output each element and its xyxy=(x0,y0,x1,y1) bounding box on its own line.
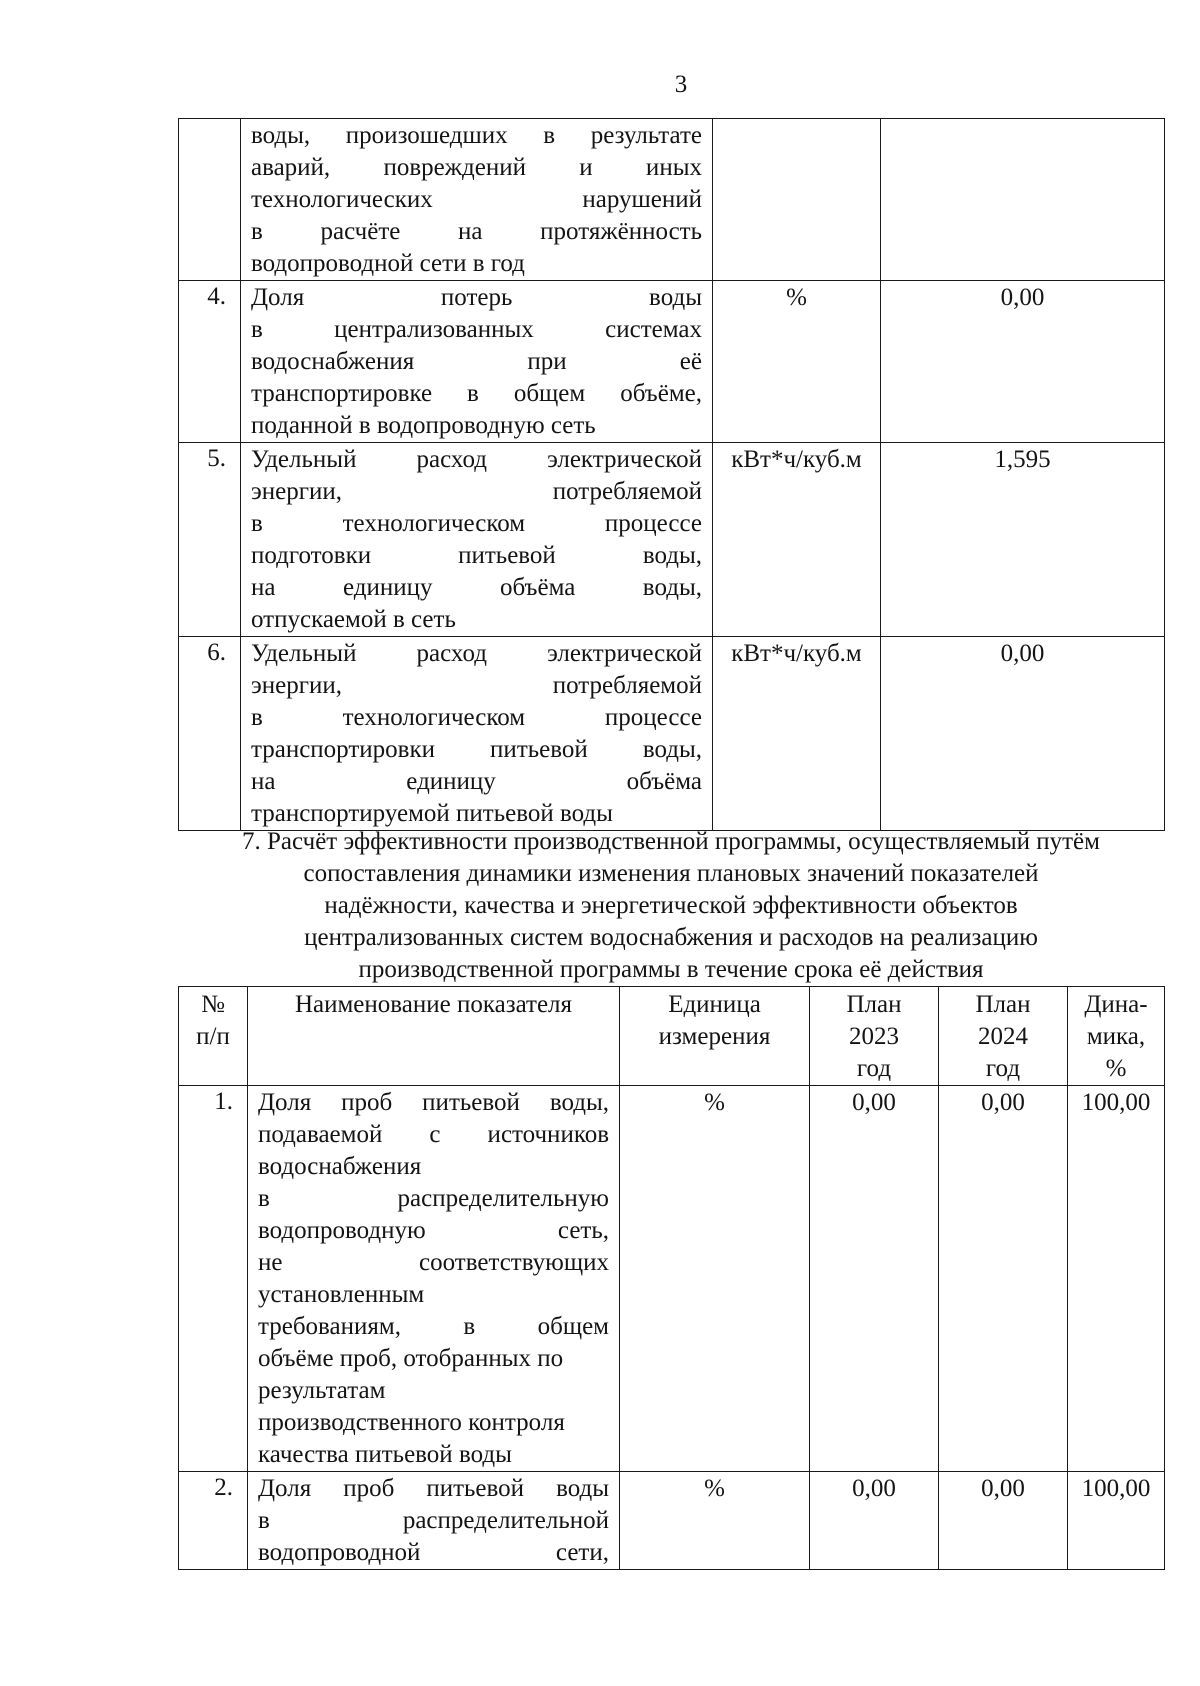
indicator-name-line: в распределительной xyxy=(258,1507,609,1534)
indicator-name-line: на единицу объёма xyxy=(251,768,702,795)
indicator-name-line: водопроводную сеть, xyxy=(258,1217,609,1244)
unit-cell: % xyxy=(620,1086,810,1472)
header-unit xyxy=(620,987,810,1086)
indicator-name-line: энергии, потребляемой xyxy=(251,672,702,699)
unit-cell: кВт*ч/куб.м xyxy=(713,637,881,831)
header-line: год xyxy=(985,1055,1021,1082)
indicator-name-line: в распределительную xyxy=(258,1185,609,1212)
indicator-name-line: в технологическом процессе xyxy=(251,704,702,731)
row-number: 2. xyxy=(179,1472,248,1570)
header-line: 2023 xyxy=(849,1023,899,1050)
indicator-name-line: не соответствующих xyxy=(258,1249,609,1276)
page-number: 3 xyxy=(674,71,688,98)
plan-2023-cell: 0,00 xyxy=(810,1086,939,1472)
table-row xyxy=(179,281,1165,443)
unit-cell xyxy=(713,119,881,281)
plan-2024-cell: 0,00 xyxy=(939,1086,1068,1472)
plan-2023-cell: 0,00 xyxy=(810,1472,939,1570)
section-title-line: централизованных систем водоснабжения и расходов на реализацию xyxy=(304,924,1038,951)
header-line: План xyxy=(975,991,1031,1018)
header-line: Наименование показателя xyxy=(294,991,573,1018)
indicator-name-line: технологических нарушений xyxy=(251,186,702,213)
indicator-name-line: Доля проб питьевой воды xyxy=(258,1475,609,1502)
value-cell: 1,595 xyxy=(881,443,1165,637)
table-row xyxy=(179,1472,1165,1570)
header-line: п/п xyxy=(196,1023,230,1050)
section-7-title xyxy=(178,826,1164,986)
row-number xyxy=(179,119,241,281)
section-title-line: производственной программы в течение срока её действия xyxy=(358,956,984,983)
indicator-name-line: водоснабжения xyxy=(258,1153,422,1180)
indicator-name-line: поданной в водопроводную сеть xyxy=(251,412,596,439)
indicator-name-line: объёме проб, отобранных по xyxy=(258,1345,564,1372)
indicator-name-line: установленным xyxy=(258,1281,425,1308)
indicator-name-line: в централизованных системах xyxy=(251,316,702,343)
indicator-name-line: в технологическом процессе xyxy=(251,510,702,537)
value-cell xyxy=(881,119,1165,281)
indicator-name-line: в расчёте на протяжённость xyxy=(251,218,702,245)
indicator-name-line: транспортировки питьевой воды, xyxy=(251,736,702,763)
indicator-name-line: транспортировке в общем объёме, xyxy=(251,380,702,407)
header-line: План xyxy=(846,991,902,1018)
indicator-name-line: аварий, повреждений и иных xyxy=(251,154,702,181)
header-line: № xyxy=(201,991,225,1018)
table-header-row xyxy=(179,987,1165,1086)
unit-cell: % xyxy=(713,281,881,443)
indicator-name-line: Доля потерь воды xyxy=(251,284,702,311)
indicator-name-line: Удельный расход электрической xyxy=(251,446,702,473)
dynamics-cell: 100,00 xyxy=(1068,1086,1165,1472)
unit-cell: % xyxy=(620,1472,810,1570)
table-row xyxy=(179,637,1165,831)
indicator-name-line: водопроводной сети, xyxy=(258,1539,609,1566)
indicator-name xyxy=(248,1472,620,1570)
indicator-name-line: Удельный расход электрической xyxy=(251,640,702,667)
plan-2024-cell: 0,00 xyxy=(939,1472,1068,1570)
table-row xyxy=(179,1086,1165,1472)
indicator-name-line: воды, произошедших в результате xyxy=(251,122,702,149)
indicator-name xyxy=(241,281,713,443)
indicator-name xyxy=(241,637,713,831)
header-line: % xyxy=(1105,1055,1127,1082)
indicator-name-line: подготовки питьевой воды, xyxy=(251,542,702,569)
indicator-name xyxy=(248,1086,620,1472)
indicator-name-line: производственного контроля xyxy=(258,1409,565,1436)
section-title-line: 7. Расчёт эффективности производственной программы, осуществляемый путём xyxy=(242,828,1100,855)
indicator-name-line: Доля проб питьевой воды, xyxy=(258,1089,609,1116)
indicator-name-line: транспортируемой питьевой воды xyxy=(251,800,613,827)
indicator-name-line: отпускаемой в сеть xyxy=(251,606,456,633)
efficiency-table xyxy=(178,986,1165,1570)
value-cell: 0,00 xyxy=(881,281,1165,443)
header-line: Единица xyxy=(668,991,761,1018)
indicator-name-line: качества питьевой воды xyxy=(258,1441,512,1468)
header-line: год xyxy=(856,1055,892,1082)
header-line: измерения xyxy=(658,1023,771,1050)
row-number: 6. xyxy=(179,637,241,831)
indicator-name xyxy=(241,443,713,637)
indicator-name-line: энергии, потребляемой xyxy=(251,478,702,505)
section-title-line: надёжности, качества и энергетической эффективности объектов xyxy=(324,892,1018,919)
unit-cell: кВт*ч/куб.м xyxy=(713,443,881,637)
indicator-name-line: подаваемой с источников xyxy=(258,1121,609,1148)
indicator-name-line: водоснабжения при её xyxy=(251,348,702,375)
indicator-name xyxy=(241,119,713,281)
indicators-table-continuation xyxy=(178,118,1165,831)
row-number: 5. xyxy=(179,443,241,637)
header-name xyxy=(248,987,620,1086)
indicator-name-line: результатам xyxy=(258,1377,386,1404)
header-line: мика, xyxy=(1086,1023,1146,1050)
table-row xyxy=(179,443,1165,637)
header-line: 2024 xyxy=(978,1023,1028,1050)
header-plan-2024 xyxy=(939,987,1068,1086)
row-number: 4. xyxy=(179,281,241,443)
header-dynamics xyxy=(1068,987,1165,1086)
row-number: 1. xyxy=(179,1086,248,1472)
value-cell: 0,00 xyxy=(881,637,1165,831)
section-title-line: сопоставления динамики изменения плановых значений показателей xyxy=(303,860,1039,887)
header-plan-2023 xyxy=(810,987,939,1086)
indicator-name-line: водопроводной сети в год xyxy=(251,250,525,277)
indicator-name-line: на единицу объёма воды, xyxy=(251,574,702,601)
table-row xyxy=(179,119,1165,281)
header-line: Дина- xyxy=(1084,991,1148,1018)
indicator-name-line: требованиям, в общем xyxy=(258,1313,609,1340)
header-num xyxy=(179,987,248,1086)
dynamics-cell: 100,00 xyxy=(1068,1472,1165,1570)
